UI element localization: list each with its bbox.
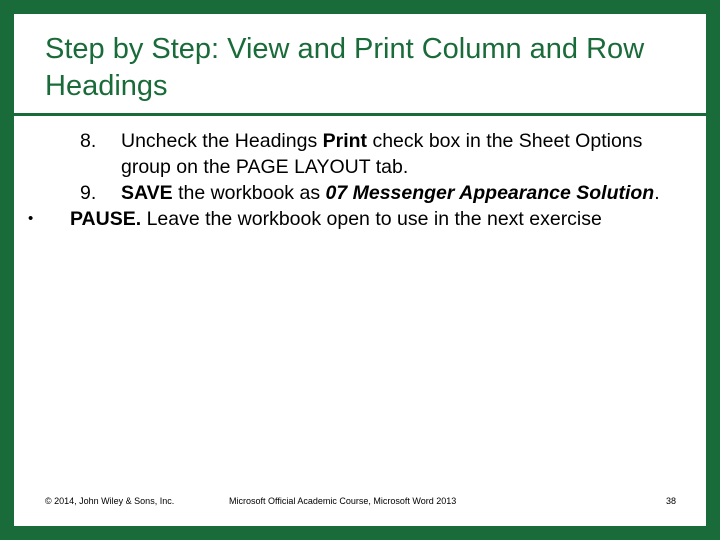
step-text-bold: SAVE: [121, 182, 173, 204]
step-text-part: .: [654, 182, 660, 204]
step-text: [121, 180, 666, 206]
step-text-bold-italic: 07 Messenger Appearance Solution: [325, 182, 655, 204]
bullet-text-bold: PAUSE.: [70, 208, 142, 230]
bullet-text: [70, 206, 700, 232]
step-text-bold: Print: [322, 130, 368, 152]
bullet-item: [0, 206, 720, 232]
step-item: [0, 128, 720, 180]
bullet-text-part: Leave the workbook open to use in the next exercise: [141, 208, 602, 230]
step-item: [0, 180, 720, 206]
footer-page-number: 38: [666, 496, 677, 506]
step-text-part: Uncheck the Headings: [121, 130, 323, 152]
step-number: 8.: [80, 130, 97, 152]
bullet-marker: •: [28, 210, 34, 227]
footer-copyright: © 2014, John Wiley & Sons, Inc.: [45, 496, 175, 506]
slide-title: Step by Step: View and Print Column and Row Headings: [45, 33, 645, 102]
footer-course: Microsoft Official Academic Course, Microsoft Word 2013: [229, 496, 457, 506]
step-number: 9.: [80, 182, 97, 204]
step-text-part: check box in the Sheet Options group on the PAGE LAYOUT tab.: [121, 130, 643, 178]
step-text: [121, 128, 666, 180]
slide-body: [0, 128, 720, 232]
title-divider: [14, 113, 706, 116]
step-text-part: the workbook as: [172, 182, 326, 204]
